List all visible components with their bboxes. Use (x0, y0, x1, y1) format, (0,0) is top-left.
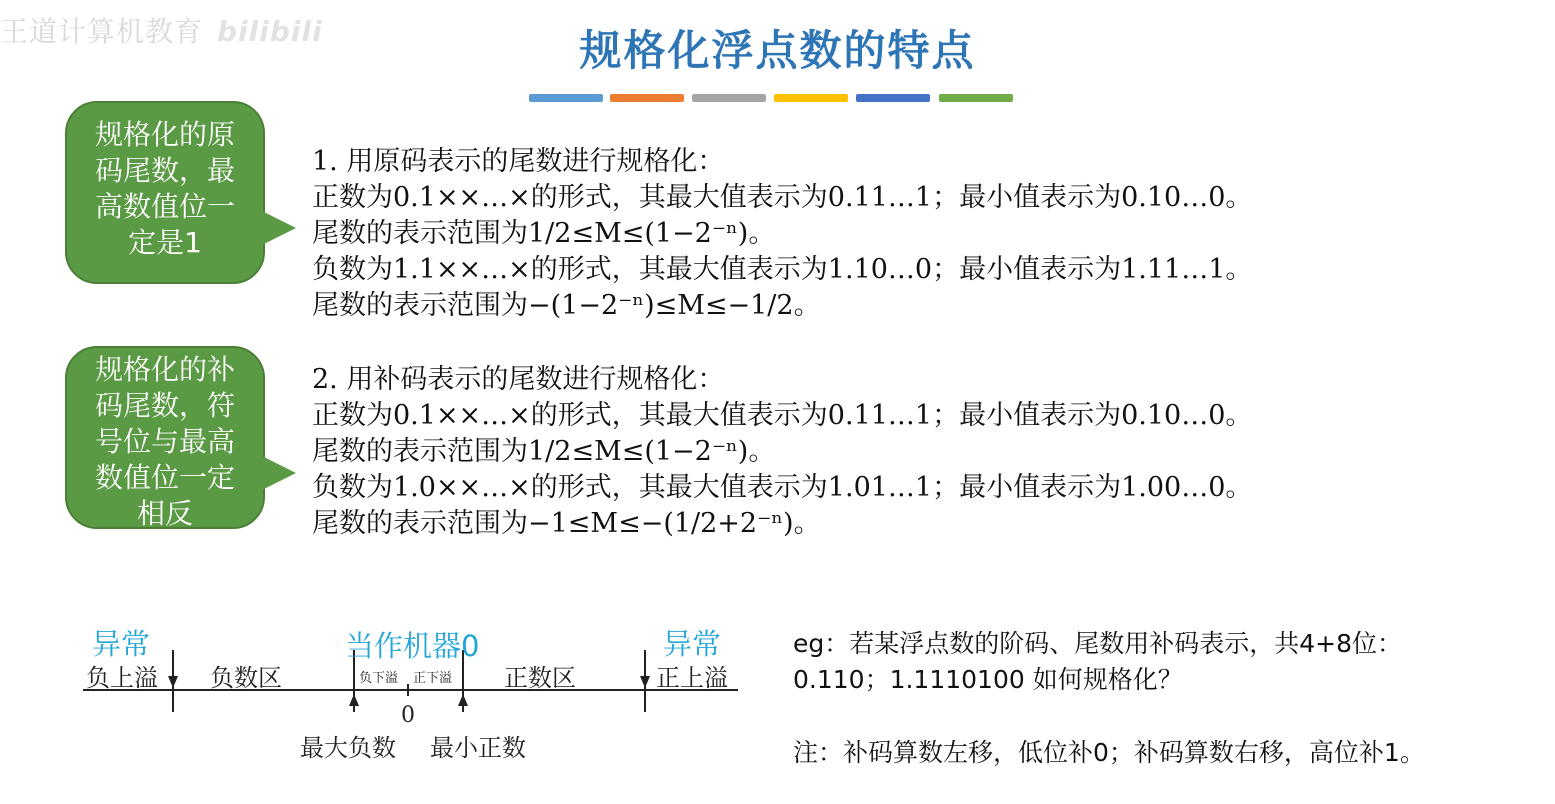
example-note: 注：补码算数左移，低位补0；补码算数右移，高位补1。 (793, 738, 1425, 767)
section1-heading: 1. 用原码表示的尾数进行规格化： (312, 146, 725, 177)
callout-complement-code (65, 346, 265, 529)
watermark-site: bilibili (217, 15, 323, 48)
section-complement-code (312, 362, 1252, 542)
callout-2-line-4: 数值位一定 (94, 461, 235, 494)
label-neg-overflow: 负上溢 (86, 664, 158, 692)
label-pos-underflow: 正下溢 (413, 671, 453, 686)
label-max-negative: 最大负数 (300, 734, 396, 762)
section1-negative-range: 尾数的表示范围为−(1−2⁻ⁿ)≤M≤−1/2。 (312, 290, 821, 321)
callout-original-code (65, 101, 265, 284)
color-bar-gray (692, 94, 766, 102)
arrow-pos-overflow (640, 676, 650, 688)
callout-2-line-2: 码尾数，符 (94, 389, 235, 422)
section2-heading: 2. 用补码表示的尾数进行规格化： (312, 364, 725, 395)
label-zero: 0 (401, 703, 415, 728)
label-min-positive: 最小正数 (430, 734, 526, 762)
section1-negative: 负数为1.1××…×的形式，其最大值表示为1.10…0；最小值表示为1.11…1。 (312, 254, 1253, 285)
arrow-max-negative (349, 694, 359, 706)
label-neg-underflow: 负下溢 (359, 671, 399, 686)
color-bar-orange (610, 94, 684, 102)
slide-title: 规格化浮点数的特点 (579, 26, 976, 75)
arrow-neg-overflow (168, 676, 178, 688)
watermark-org: 王道计算机教育 (0, 15, 204, 48)
label-abnormal-left: 异常 (92, 627, 151, 661)
label-pos-region: 正数区 (504, 664, 576, 692)
example-line-1: eg：若某浮点数的阶码、尾数用补码表示，共4+8位： (793, 629, 1403, 658)
callout-1-line-4: 定是1 (128, 226, 202, 259)
label-pos-overflow: 正上溢 (656, 664, 728, 692)
color-bar-darkblue (856, 94, 930, 102)
label-abnormal-right: 异常 (663, 627, 722, 661)
callout-2-line-1: 规格化的补 (94, 353, 235, 386)
section2-negative-range: 尾数的表示范围为−1≤M≤−(1/2+2⁻ⁿ)。 (312, 508, 821, 539)
section2-negative: 负数为1.0××…×的形式，其最大值表示为1.01…1；最小值表示为1.00…0。 (312, 472, 1253, 503)
callout-1-line-1: 规格化的原 (94, 118, 235, 151)
color-bar-green (939, 94, 1013, 102)
color-bar-yellow (774, 94, 848, 102)
arrow-min-positive (458, 694, 468, 706)
section2-positive-range: 尾数的表示范围为1/2≤M≤(1−2⁻ⁿ)。 (312, 436, 776, 467)
callout-2-line-3: 号位与最高 (94, 425, 235, 458)
section2-positive: 正数为0.1××…×的形式，其最大值表示为0.11…1；最小值表示为0.10…0。 (312, 400, 1253, 431)
callout-1-line-2: 码尾数，最 (94, 154, 235, 187)
section1-positive: 正数为0.1××…×的形式，其最大值表示为0.11…1；最小值表示为0.10…0。 (312, 182, 1253, 213)
callout-1-line-3: 高数值位一 (94, 190, 235, 223)
example-line-2: 0.110；1.1110100 如何规格化？ (793, 665, 1183, 694)
section1-positive-range: 尾数的表示范围为1/2≤M≤(1−2⁻ⁿ)。 (312, 218, 776, 249)
callout-2-line-5: 相反 (136, 497, 193, 530)
label-machine-zero: 当作机器0 (345, 629, 480, 663)
color-bar-blue (529, 94, 603, 102)
section-original-code (312, 144, 1252, 324)
label-neg-region: 负数区 (210, 664, 282, 692)
